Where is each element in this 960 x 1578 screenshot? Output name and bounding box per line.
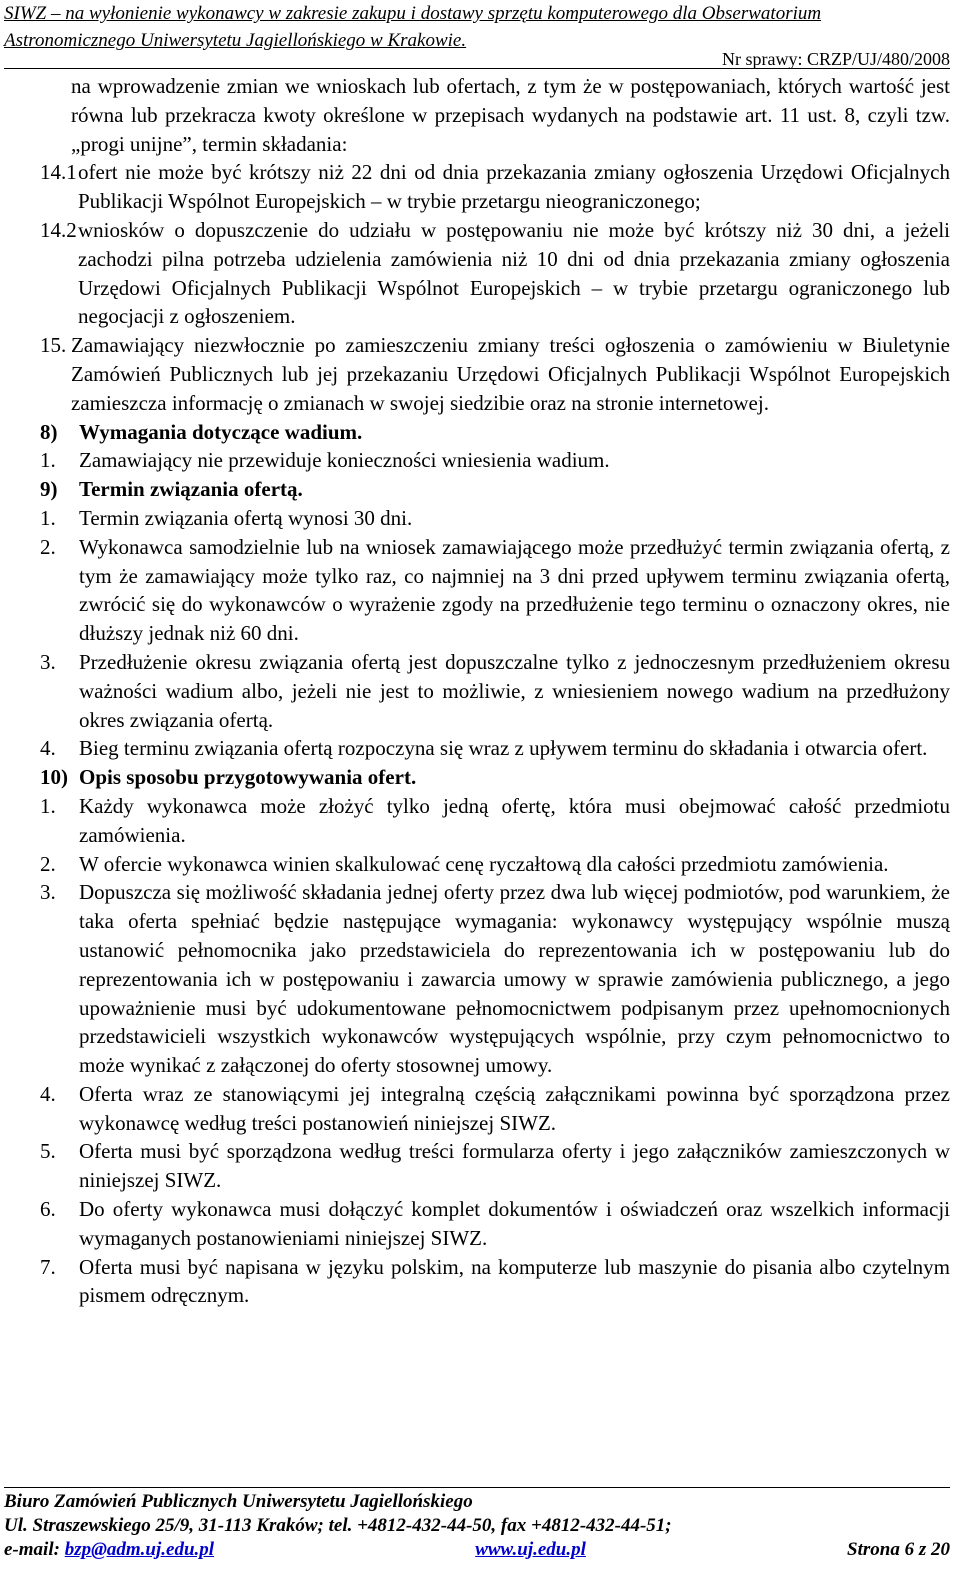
item-number: 7. bbox=[40, 1254, 56, 1279]
item-text: Zamawiający niezwłocznie po zamieszczeniu zmiany treści ogłoszenia o zamówieniu w Biuletynie Zamówień Publicznych lub jej przekazaniu Urzędowi Oficjalnych Publikacji Wspólnot Europejskich zamieszcza informację o zmianach w swojej siedzibie oraz na stronie internetowej. bbox=[71, 333, 950, 415]
list-item bbox=[40, 734, 950, 763]
list-item bbox=[40, 1195, 950, 1253]
item-number: 15. bbox=[40, 333, 67, 358]
item-text: Oferta wraz ze stanowiącymi jej integralną częścią załącznikami powinna być sporządzona przez wykonawcę według treści postanowień niniejszej SIWZ. bbox=[79, 1081, 950, 1135]
list-item bbox=[40, 792, 950, 850]
section-heading-9 bbox=[40, 475, 950, 504]
header-title-line2: Astronomicznego Uniwersytetu Jagiellońskiego w Krakowie. bbox=[4, 30, 467, 51]
footer-divider bbox=[4, 1487, 950, 1488]
item-text: Do oferty wykonawca musi dołączyć komplet dokumentów i oświadczeń oraz wszelkich informacji wymaganych postanowieniami niniejszej SIWZ. bbox=[79, 1197, 950, 1250]
list-item bbox=[40, 850, 950, 879]
item-number: 1. bbox=[40, 505, 56, 530]
item-number: 4. bbox=[40, 1081, 56, 1106]
case-number: Nr sprawy: CRZP/UJ/480/2008 bbox=[721, 49, 950, 69]
sub-item-14-2 bbox=[40, 216, 950, 331]
item-number: 5. bbox=[40, 1139, 56, 1164]
list-item bbox=[40, 1253, 950, 1311]
item-text: Zamawiający nie przewiduje konieczności wniesienia wadium. bbox=[79, 448, 610, 473]
section-title: Termin związania ofertą. bbox=[79, 477, 303, 502]
item-text: Oferta musi być sporządzona według treści formularza oferty i jego załączników zamieszczonych w niniejszej SIWZ. bbox=[79, 1139, 950, 1193]
sub-item-14-1 bbox=[40, 158, 950, 216]
website-link[interactable]: www.uj.edu.pl bbox=[475, 1539, 586, 1560]
sub-item-number: 14.1 bbox=[40, 160, 77, 185]
footer-contact-row bbox=[4, 1538, 950, 1562]
section-number: 10) bbox=[40, 765, 68, 790]
item-number: 4. bbox=[40, 736, 56, 761]
item-text: Przedłużenie okresu związania ofertą jest dopuszczalne tylko z jednoczesnym przedłużeniem okresu ważności wadium albo, jeżeli nie jest to możliwie, z wniesieniem nowego wadium na przedłużony okres związania ofertą. bbox=[79, 649, 950, 732]
item-text: W ofercie wykonawca winien skalkulować cenę ryczałtową dla całości przedmiotu zamówienia. bbox=[79, 851, 889, 876]
footer-email-label: e-mail: bbox=[4, 1539, 65, 1560]
item-number: 2. bbox=[40, 851, 56, 876]
section-number: 9) bbox=[40, 477, 58, 502]
list-item bbox=[40, 878, 950, 1080]
section-heading-8 bbox=[40, 418, 950, 447]
document-body bbox=[40, 72, 950, 1310]
item-number: 3. bbox=[40, 649, 56, 674]
section-title: Opis sposobu przygotowywania ofert. bbox=[79, 765, 417, 790]
page-number: Strona 6 z 20 bbox=[847, 1539, 950, 1560]
list-item bbox=[40, 1080, 950, 1138]
header-divider bbox=[4, 68, 950, 69]
list-item bbox=[40, 648, 950, 734]
page-footer bbox=[4, 1487, 950, 1562]
item-number: 2. bbox=[40, 534, 56, 559]
item-text: Bieg terminu związania ofertą rozpoczyna się wraz z upływem terminu do składania i otwarcia ofert. bbox=[79, 736, 928, 761]
item-text: Wykonawca samodzielnie lub na wniosek zamawiającego może przedłużyć termin związania ofertą, z tym że zamawiający może tylko raz, co najmniej na 3 dni przed upływem terminu związania ofertą, zwrócić się do wykonawców o wyrażenie zgody na przedłużenie tego terminu o oznaczony okres, nie dłuższy jednak niż 60 dni. bbox=[79, 534, 950, 646]
sub-item-number: 14.2 bbox=[40, 217, 77, 242]
list-item bbox=[40, 504, 950, 533]
sub-item-text: wniosków o dopuszczenie do udziału w postępowaniu nie może być krótszy niż 30 dni, a jeżeli zachodzi pilna potrzeba udzielenia zamówienia niż 10 dni od dnia przekazania zmiany ogłoszenia Urzędowi Oficjalnych Publikacji Wspólnot Europejskich – w trybie przetargu ograniczonego lub negocjacji z ogłoszeniem. bbox=[78, 217, 950, 329]
item-number: 1. bbox=[40, 793, 56, 818]
email-link[interactable]: bzp@adm.uj.edu.pl bbox=[64, 1539, 215, 1560]
list-item bbox=[40, 446, 950, 475]
item-text: Dopuszcza się możliwość składania jednej oferty przez dwa lub więcej podmiotów, pod warunkiem, że taka oferta spełniać będzie następujące wymagania: wykonawcy występujący wspólnie muszą ustanowić pełnomocnika jako przedstawiciela do reprezentowania ich w postępowaniu lub do reprezentowania ich w postępowaniu i zawarcia umowy w sprawie zamówienia publicznego, a jego upoważnienie musi być udokumentowane pełnomocnictwem podpisanym przez upełnomocnionych przedstawicieli wszystkich wykonawców występujących wspólnie, przy czym pełnomocnictwo to może wynikać z załączonej do oferty stosownej umowy. bbox=[79, 880, 950, 1078]
item-number: 3. bbox=[40, 880, 56, 905]
sub-item-text: ofert nie może być krótszy niż 22 dni od dnia przekazania zmiany ogłoszenia Urzędowi Oficjalnych Publikacji Wspólnot Europejskich – w trybie przetargu nieograniczonego; bbox=[78, 160, 950, 214]
intro-paragraph: na wprowadzenie zmian we wnioskach lub ofertach, z tym że w postępowaniach, których wartość jest równa lub przekracza kwoty określone w przepisach wydanych na podstawie art. 11 ust. 8, czyli tzw. „progi unijne”, termin składania: bbox=[71, 74, 950, 156]
item-number: 1. bbox=[40, 448, 56, 473]
page-header bbox=[4, 0, 950, 69]
item-text: Oferta musi być napisana w języku polskim, na komputerze lub maszynie do pisania albo czytelnym pismem odręcznym. bbox=[79, 1254, 950, 1308]
item-15 bbox=[40, 331, 950, 417]
list-item bbox=[40, 1137, 950, 1195]
footer-office-name: Biuro Zamówień Publicznych Uniwersytetu Jagiellońskiego bbox=[4, 1491, 473, 1512]
list-item bbox=[40, 533, 950, 648]
section-heading-10 bbox=[40, 763, 950, 792]
item-text: Każdy wykonawca może złożyć tylko jedną ofertę, która musi obejmować całość przedmiotu zamówienia. bbox=[79, 793, 950, 847]
footer-address: Ul. Straszewskiego 25/9, 31-113 Kraków; tel. +4812-432-44-50, fax +4812-432-44-51; bbox=[4, 1515, 672, 1536]
header-title-line1: SIWZ – na wyłonienie wykonawcy w zakresie zakupu i dostawy sprzętu komputerowego dla Obserwatorium bbox=[4, 3, 822, 24]
section-number: 8) bbox=[40, 419, 58, 444]
item-text: Termin związania ofertą wynosi 30 dni. bbox=[79, 505, 413, 530]
item-number: 6. bbox=[40, 1197, 56, 1222]
footer-email-block bbox=[4, 1538, 214, 1562]
section-title: Wymagania dotyczące wadium. bbox=[79, 419, 363, 444]
